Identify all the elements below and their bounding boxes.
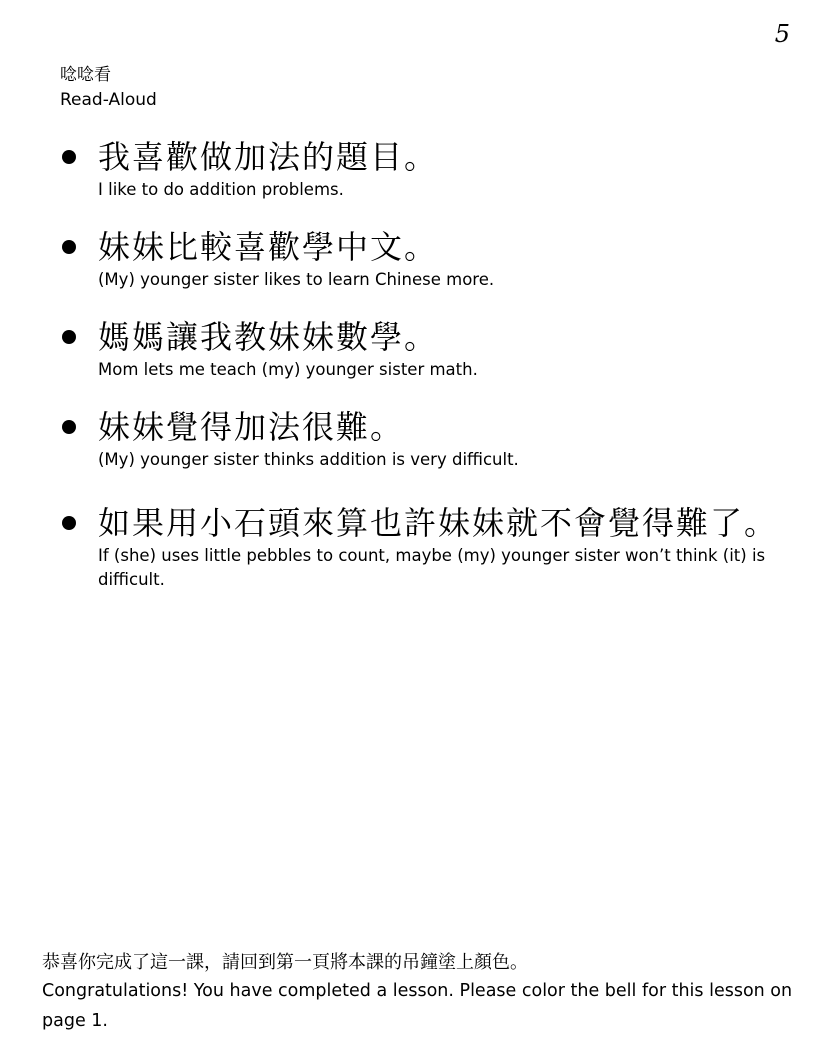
list-item bbox=[58, 226, 798, 292]
sentence-chinese: 妹妹比較喜歡學中文。 bbox=[98, 228, 439, 266]
sentence-chinese: 媽媽讓我教妹妹數學。 bbox=[98, 318, 439, 356]
list-item bbox=[58, 316, 798, 382]
section-title-chinese: 唸唸看 bbox=[60, 65, 111, 85]
sentence-english: I like to do addition problems. bbox=[98, 180, 344, 199]
page-number: 5 bbox=[774, 20, 790, 48]
sentence-english: (My) younger sister likes to learn Chinese more. bbox=[98, 270, 495, 289]
completion-message-english: Congratulations! You have completed a lesson. Please color the bell for this lesson on page 1. bbox=[42, 981, 793, 1031]
list-item bbox=[58, 406, 798, 472]
completion-message-chinese: 恭喜你完成了這一課，請回到第一頁將本課的吊鐘塗上顏色。 bbox=[42, 952, 528, 973]
sentence-english: If (she) uses little pebbles to count, maybe (my) younger sister won’t think (it) is difficult. bbox=[98, 546, 766, 589]
bullet-icon bbox=[62, 330, 76, 344]
bullet-icon bbox=[62, 240, 76, 254]
sentence-chinese: 我喜歡做加法的題目。 bbox=[98, 138, 439, 176]
sentence-english: (My) younger sister thinks addition is very difficult. bbox=[98, 450, 519, 469]
section-title-english: Read-Aloud bbox=[60, 90, 157, 110]
list-item bbox=[58, 136, 798, 202]
sentence-chinese: 如果用小石頭來算也許妹妹就不會覺得難了。 bbox=[98, 504, 779, 542]
sentence-chinese: 妹妹覺得加法很難。 bbox=[98, 408, 405, 446]
bullet-icon bbox=[62, 516, 76, 530]
read-aloud-list bbox=[58, 136, 798, 616]
bullet-icon bbox=[62, 150, 76, 164]
list-item bbox=[58, 502, 798, 592]
bullet-icon bbox=[62, 420, 76, 434]
sentence-english: Mom lets me teach (my) younger sister math. bbox=[98, 360, 478, 379]
